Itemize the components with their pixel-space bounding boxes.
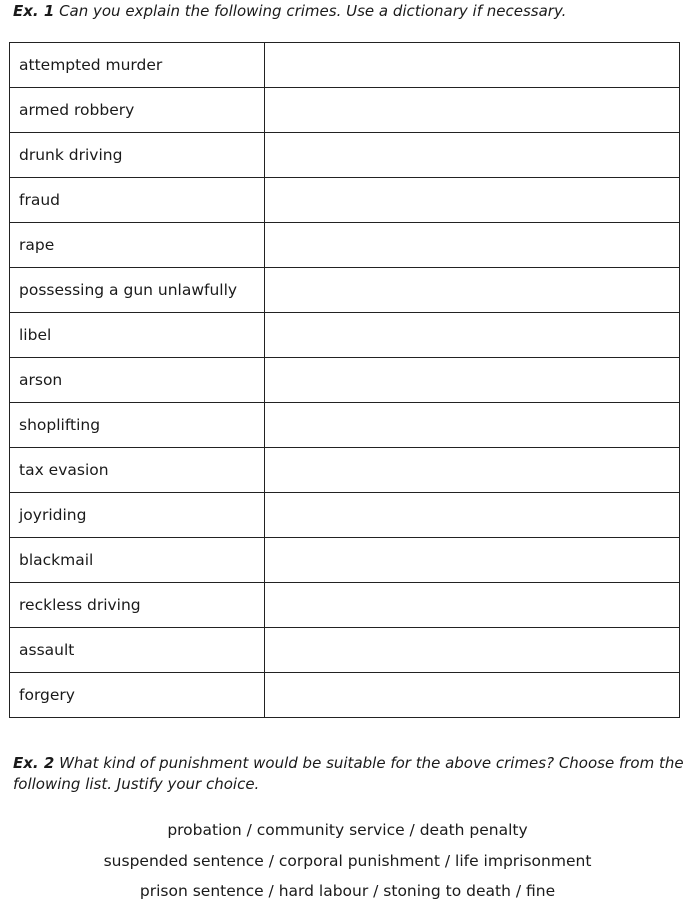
punishment-list [0, 815, 695, 907]
table-row [10, 628, 680, 673]
table-row [10, 448, 680, 493]
explanation-cell[interactable] [265, 178, 680, 223]
exercise-1-label: Ex. 1 [13, 2, 55, 20]
crime-name: joyriding [10, 493, 265, 538]
exercise-2-label: Ex. 2 [13, 754, 55, 772]
explanation-cell[interactable] [265, 313, 680, 358]
punishment-line: suspended sentence / corporal punishment / life imprisonment [103, 851, 592, 870]
table-row [10, 268, 680, 313]
table-row [10, 313, 680, 358]
table-row [10, 43, 680, 88]
crime-name: drunk driving [10, 133, 265, 178]
crime-name: tax evasion [10, 448, 265, 493]
punishment-line: probation / community service / death penalty [167, 821, 528, 839]
table-row [10, 538, 680, 583]
punishment-line: prison sentence / hard labour / stoning to death / fine [139, 882, 556, 900]
explanation-cell[interactable] [265, 223, 680, 268]
explanation-cell[interactable] [265, 538, 680, 583]
crime-name: rape [10, 223, 265, 268]
crime-name: forgery [10, 673, 265, 718]
crime-name: blackmail [10, 538, 265, 583]
crime-name: fraud [10, 178, 265, 223]
table-row [10, 178, 680, 223]
table-row [10, 358, 680, 403]
crime-name: armed robbery [10, 88, 265, 133]
crime-name: libel [10, 313, 265, 358]
explanation-cell[interactable] [265, 88, 680, 133]
explanation-cell[interactable] [265, 358, 680, 403]
table-row [10, 88, 680, 133]
table-row [10, 133, 680, 178]
table-row [10, 223, 680, 268]
crime-name: reckless driving [10, 583, 265, 628]
table-row [10, 493, 680, 538]
crime-name: shoplifting [10, 403, 265, 448]
exercise-1-heading [13, 1, 688, 22]
exercise-2-instruction: What kind of punishment would be suitable for the above crimes? Choose from the following list. Justify your choice. [13, 754, 684, 793]
explanation-cell[interactable] [265, 133, 680, 178]
explanation-cell[interactable] [265, 628, 680, 673]
explanation-cell[interactable] [265, 43, 680, 88]
exercise-2-heading [13, 753, 693, 795]
explanation-cell[interactable] [265, 268, 680, 313]
explanation-cell[interactable] [265, 673, 680, 718]
crime-name: assault [10, 628, 265, 673]
explanation-cell[interactable] [265, 403, 680, 448]
exercise-1-instruction: Can you explain the following crimes. Use a dictionary if necessary. [59, 2, 567, 20]
crime-name: arson [10, 358, 265, 403]
table-row [10, 673, 680, 718]
table-row [10, 403, 680, 448]
explanation-cell[interactable] [265, 583, 680, 628]
crime-name: attempted murder [10, 43, 265, 88]
crimes-table [9, 42, 680, 718]
crime-name: possessing a gun unlawfully [10, 268, 265, 313]
explanation-cell[interactable] [265, 493, 680, 538]
explanation-cell[interactable] [265, 448, 680, 493]
table-row [10, 583, 680, 628]
